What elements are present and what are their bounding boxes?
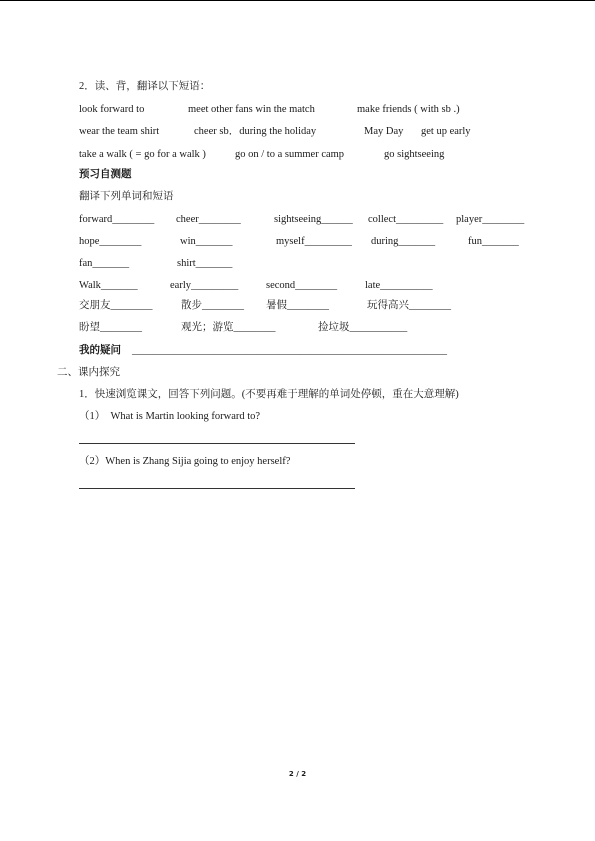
phrase: wear the team shirt: [79, 126, 160, 137]
blank-item: early_________: [170, 280, 239, 291]
blank-item: myself_________: [276, 236, 352, 247]
question-line: ____________________________________________________________: [132, 345, 447, 356]
answer-line-2: [79, 488, 355, 489]
blank-item: sightseeing______: [274, 214, 353, 225]
page-number: 2 / 2: [288, 770, 307, 778]
blank-item: 盼望________: [79, 322, 142, 333]
class-heading: 二、课内探究: [57, 367, 120, 378]
phrase: May Day: [364, 126, 404, 137]
blank-item: hope________: [79, 236, 142, 247]
preview-heading: 预习自测题: [79, 169, 132, 180]
phrase: take a walk ( = go for a walk ): [79, 149, 206, 160]
blank-item: second________: [266, 280, 338, 291]
blank-item: fan_______: [79, 258, 130, 269]
question-2: （2）When is Zhang Sijia going to enjoy herself?: [79, 456, 291, 467]
blank-item: 玩得高兴________: [367, 300, 451, 311]
blank-item: 暑假________: [266, 300, 329, 311]
blank-item: collect_________: [368, 214, 444, 225]
question-label: 我的疑问: [79, 345, 121, 356]
blank-item: 捡垃圾___________: [318, 322, 408, 333]
phrase: get up early: [421, 126, 471, 137]
blank-item: 散步________: [181, 300, 244, 311]
blank-item: 交朋友________: [79, 300, 153, 311]
class-instruction: 1．快速浏览课文，回答下列问题。(不要再难于理解的单词处停顿，重在大意理解): [79, 389, 459, 400]
phrase: go sightseeing: [384, 149, 445, 160]
blank-item: shirt_______: [177, 258, 233, 269]
blank-item: win_______: [180, 236, 233, 247]
blank-item: forward________: [79, 214, 155, 225]
question-1: （1） What is Martin looking forward to?: [79, 411, 261, 422]
blank-item: 观光；游览________: [181, 322, 276, 333]
answer-line-1: [79, 443, 355, 444]
preview-instruction: 翻译下列单词和短语: [79, 191, 174, 202]
blank-item: Walk_______: [79, 280, 138, 291]
phrase: cheer sb．during the holiday: [194, 126, 317, 137]
reading-title: 2．读、背，翻译以下短语：: [79, 81, 211, 92]
header-rule: [0, 0, 595, 1]
blank-item: during_______: [371, 236, 436, 247]
phrase: look forward to: [79, 104, 145, 115]
blank-item: late__________: [365, 280, 433, 291]
blank-item: fun_______: [468, 236, 519, 247]
phrase: make friends ( with sb .): [357, 104, 460, 115]
blank-item: cheer________: [176, 214, 241, 225]
phrase: meet other fans win the match: [188, 104, 315, 115]
blank-item: player________: [456, 214, 525, 225]
phrase: go on / to a summer camp: [235, 149, 345, 160]
